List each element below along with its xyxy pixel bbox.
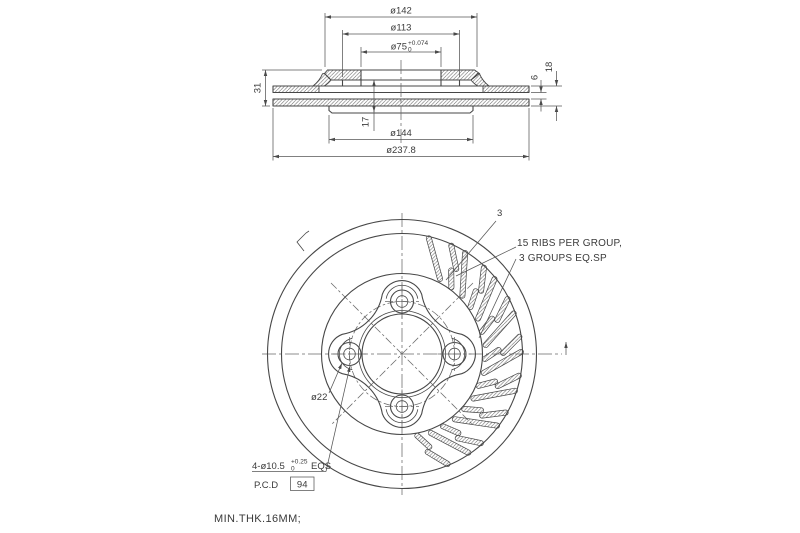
section-view: [253, 6, 563, 161]
vent-rib-slot: [476, 277, 498, 322]
top-plate-left: [273, 86, 319, 93]
vent-rib-slot: [482, 347, 501, 361]
dim-d75-tol-upper: +0.074: [408, 40, 429, 47]
bolt-hole-e: [438, 337, 472, 371]
dim-6-label: 6: [529, 74, 541, 81]
dim-18-label: 18: [544, 61, 555, 73]
vent-rib-slot: [426, 236, 442, 282]
footer-note: MIN.THK.16MM;: [214, 513, 302, 525]
holes-eqs-label: EQS: [311, 461, 332, 472]
dim-d142-label: ø142: [390, 5, 412, 17]
holes-tol-lower: 0: [291, 465, 295, 473]
top-plate-right: [483, 86, 529, 93]
dim-d22-label: ø22: [311, 392, 328, 403]
rib-ref-label: 3: [497, 208, 503, 219]
front-view: [252, 208, 622, 495]
vent-rib-slot: [428, 430, 471, 455]
vent-rib-slot: [479, 265, 487, 293]
bolt-hole-w: [333, 337, 367, 371]
dim-d144-label: ø144: [390, 128, 412, 139]
vent-rib-slot: [441, 424, 461, 436]
dim-17-label: 17: [360, 116, 372, 128]
ribs-note-line1: 15 RIBS PER GROUP,: [517, 238, 623, 249]
dim-d142: [325, 6, 477, 68]
pcd-label: P.C.D: [254, 480, 279, 491]
ribs-note-line2: 3 GROUPS EQ.SP: [519, 253, 607, 264]
vent-rib-slot: [476, 379, 498, 388]
vent-rib-slot: [462, 406, 484, 413]
dim-d75-tol-lower: 0: [408, 46, 412, 54]
holes-label: 4-ø10.5: [252, 461, 285, 472]
pcd-value: 94: [296, 479, 308, 491]
vent-rib-slot: [455, 436, 483, 446]
dim-d113-label: ø113: [390, 22, 412, 34]
vent-rib-slot: [415, 433, 432, 449]
dim-31-label: 31: [252, 82, 264, 94]
vent-rib-slot: [468, 289, 478, 310]
dim-d237-8-label: ø237.8: [386, 145, 416, 156]
vent-rib-slot: [425, 449, 450, 466]
surface-finish-mark: [297, 231, 309, 251]
front-annotations: [252, 208, 622, 491]
dim-18: [531, 62, 562, 121]
vent-rib-slot: [471, 388, 518, 401]
bolt-hole-s: [385, 390, 419, 424]
holes-tol-upper: +0.25: [291, 458, 308, 466]
vent-rib-slot: [460, 250, 468, 298]
vent-rib-slot: [495, 373, 521, 389]
dim-d75-label: ø75: [390, 41, 407, 53]
bolt-hole-n: [385, 285, 419, 319]
vent-rib-slot: [452, 417, 499, 429]
